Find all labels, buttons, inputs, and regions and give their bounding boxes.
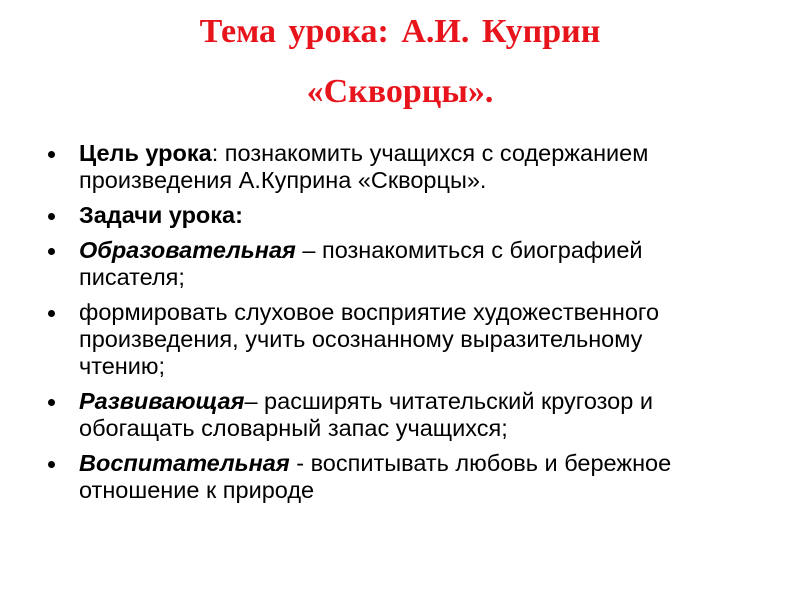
bullet-dot-icon <box>48 461 55 468</box>
slide-title <box>40 2 760 122</box>
bullet-text: - воспитывать любовь и бережное отношение к природе <box>79 450 672 503</box>
bullet-heading: Воспитательная <box>79 450 290 476</box>
bullet-heading: Задачи урока: <box>79 202 243 228</box>
bullet-upbringing <box>48 450 728 504</box>
bullet-text: : познакомить учащихся с содержанием произведения А.Куприна «Скворцы». <box>79 140 649 193</box>
bullet-list <box>48 140 728 512</box>
bullet-dot-icon <box>48 310 55 317</box>
bullet-text: – расширять читательский кругозор и обогащать словарный запас учащихся; <box>79 388 653 441</box>
bullet-heading: Цель урока <box>79 140 212 166</box>
bullet-heading: Образовательная <box>79 237 296 263</box>
bullet-dot-icon <box>48 248 55 255</box>
bullet-educational <box>48 237 728 291</box>
bullet-heading: Развивающая <box>79 388 245 414</box>
bullet-dot-icon <box>48 213 55 220</box>
title-line-2: «Скворцы». <box>306 73 494 110</box>
bullet-perception <box>48 299 728 380</box>
bullet-text: формировать слуховое восприятие художественного произведения, учить осознанному выразительному чтению; <box>79 299 660 379</box>
bullet-tasks <box>48 202 728 229</box>
bullet-dot-icon <box>48 399 55 406</box>
bullet-developmental <box>48 388 728 442</box>
bullet-dot-icon <box>48 151 55 158</box>
title-line-1: Тема урока: А.И. Куприн <box>199 13 601 50</box>
bullet-goal <box>48 140 728 194</box>
bullet-text: – познакомиться с биографией писателя; <box>79 237 643 290</box>
